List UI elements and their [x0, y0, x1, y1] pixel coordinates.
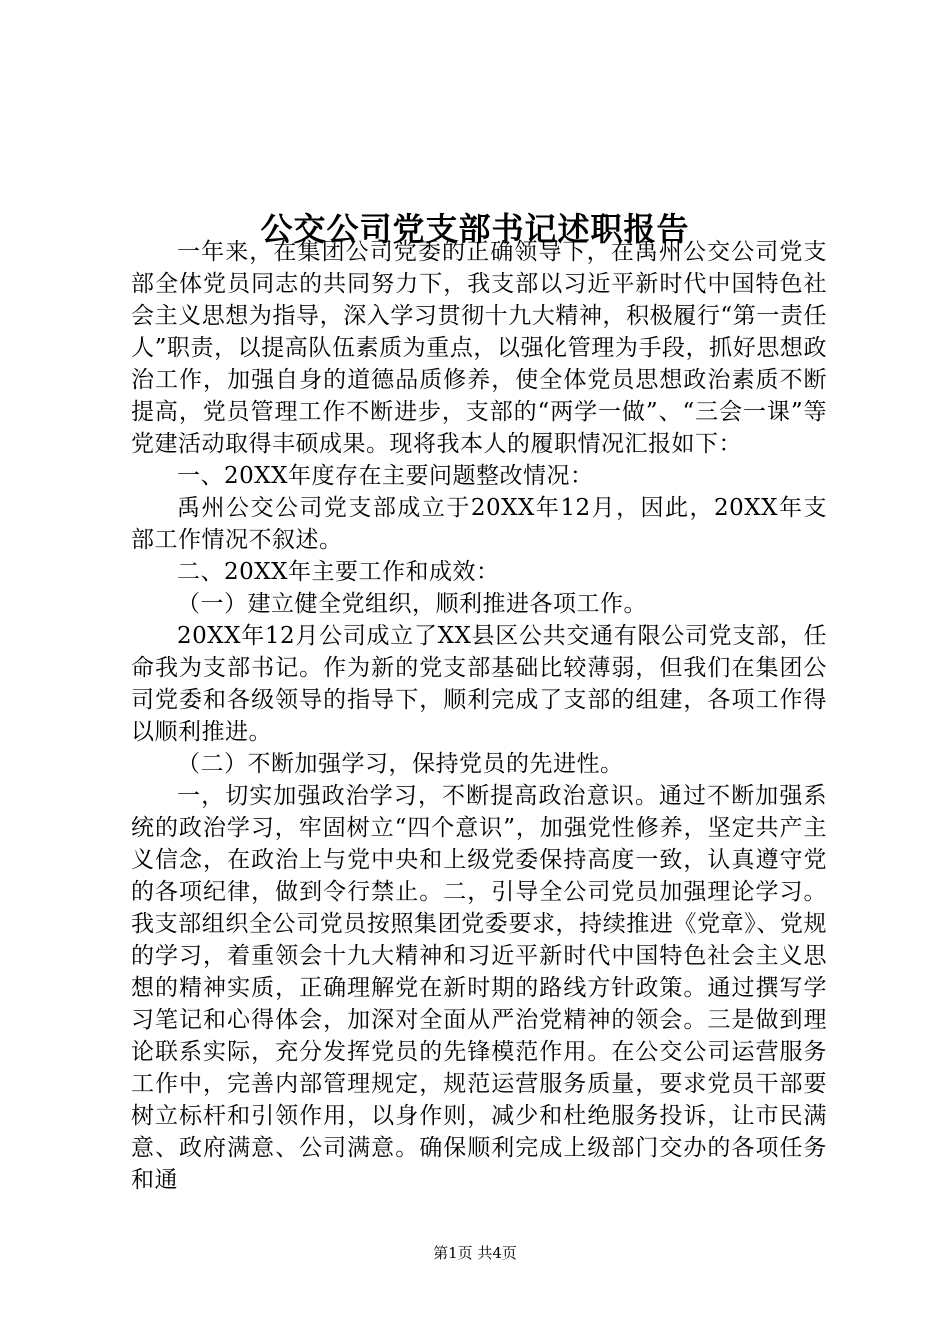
- document-body: [131, 236, 827, 1196]
- paragraph-founding: 禹州公交公司党支部成立于20XX年12月，因此，20XX年支部工作情况不叙述。: [131, 495, 827, 553]
- page-footer: 第1页 共4页: [433, 1244, 517, 1262]
- paragraph-subheading-2: （二）不断加强学习，保持党员的先进性。: [177, 751, 624, 777]
- paragraph-subheading-1: （一）建立健全党组织，顺利推进各项工作。: [177, 591, 647, 617]
- paragraph-study: 一，切实加强政治学习，不断提高政治意识。通过不断加强系统的政治学习，牢固树立“四个意识”，加强党性修养，坚定共产主义信念，在政治上与党中央和上级党委保持高度一致，认真遵守党的各项纪律，做到令行禁止。二，引导全公司党员加强理论学习。我支部组织全公司党员按照集团党委要求，持续推进《党章》、党规的学习，着重领会十九大精神和习近平新时代中国特色社会主义思想的精神实质，正确理解党在新时期的路线方针政策。通过撰写学习笔记和心得体会，加深对全面从严治党精神的领会。三是做到理论联系实际，充分发挥党员的先锋模范作用。在公交公司运营服务工作中，完善内部管理规定，规范运营服务质量，要求党员干部要树立标杆和引领作用，以身作则，减少和杜绝服务投诉，让市民满意、政府满意、公司满意。确保顺利完成上级部门交办的各项任务和通: [131, 783, 827, 1193]
- paragraph-heading-2: 二、20XX年主要工作和成效：: [177, 559, 500, 585]
- paragraph-heading-1: 一、20XX年度存在主要问题整改情况：: [177, 463, 594, 489]
- paragraph-organization: 20XX年12月公司成立了XX县区公共交通有限公司党支部，任命我为支部书记。作为新的党支部基础比较薄弱，但我们在集团公司党委和各级领导的指导下，顺利完成了支部的组建，各项工作得以顺利推进。: [131, 623, 827, 745]
- document-title: 公交公司党支部书记述职报告: [260, 210, 690, 249]
- paragraph-intro: 一年来，在集团公司党委的正确领导下，在禹州公交公司党支部全体党员同志的共同努力下，我支部以习近平新时代中国特色社会主义思想为指导，深入学习贯彻十九大精神，积极履行“第一责任人”职责，以提高队伍素质为重点，以强化管理为手段，抓好思想政治工作，加强自身的道德品质修养，使全体党员思想政治素质不断提高，党员管理工作不断进步，支部的“两学一做”、“三会一课”等党建活动取得丰硕成果。现将我本人的履职情况汇报如下：: [131, 239, 827, 457]
